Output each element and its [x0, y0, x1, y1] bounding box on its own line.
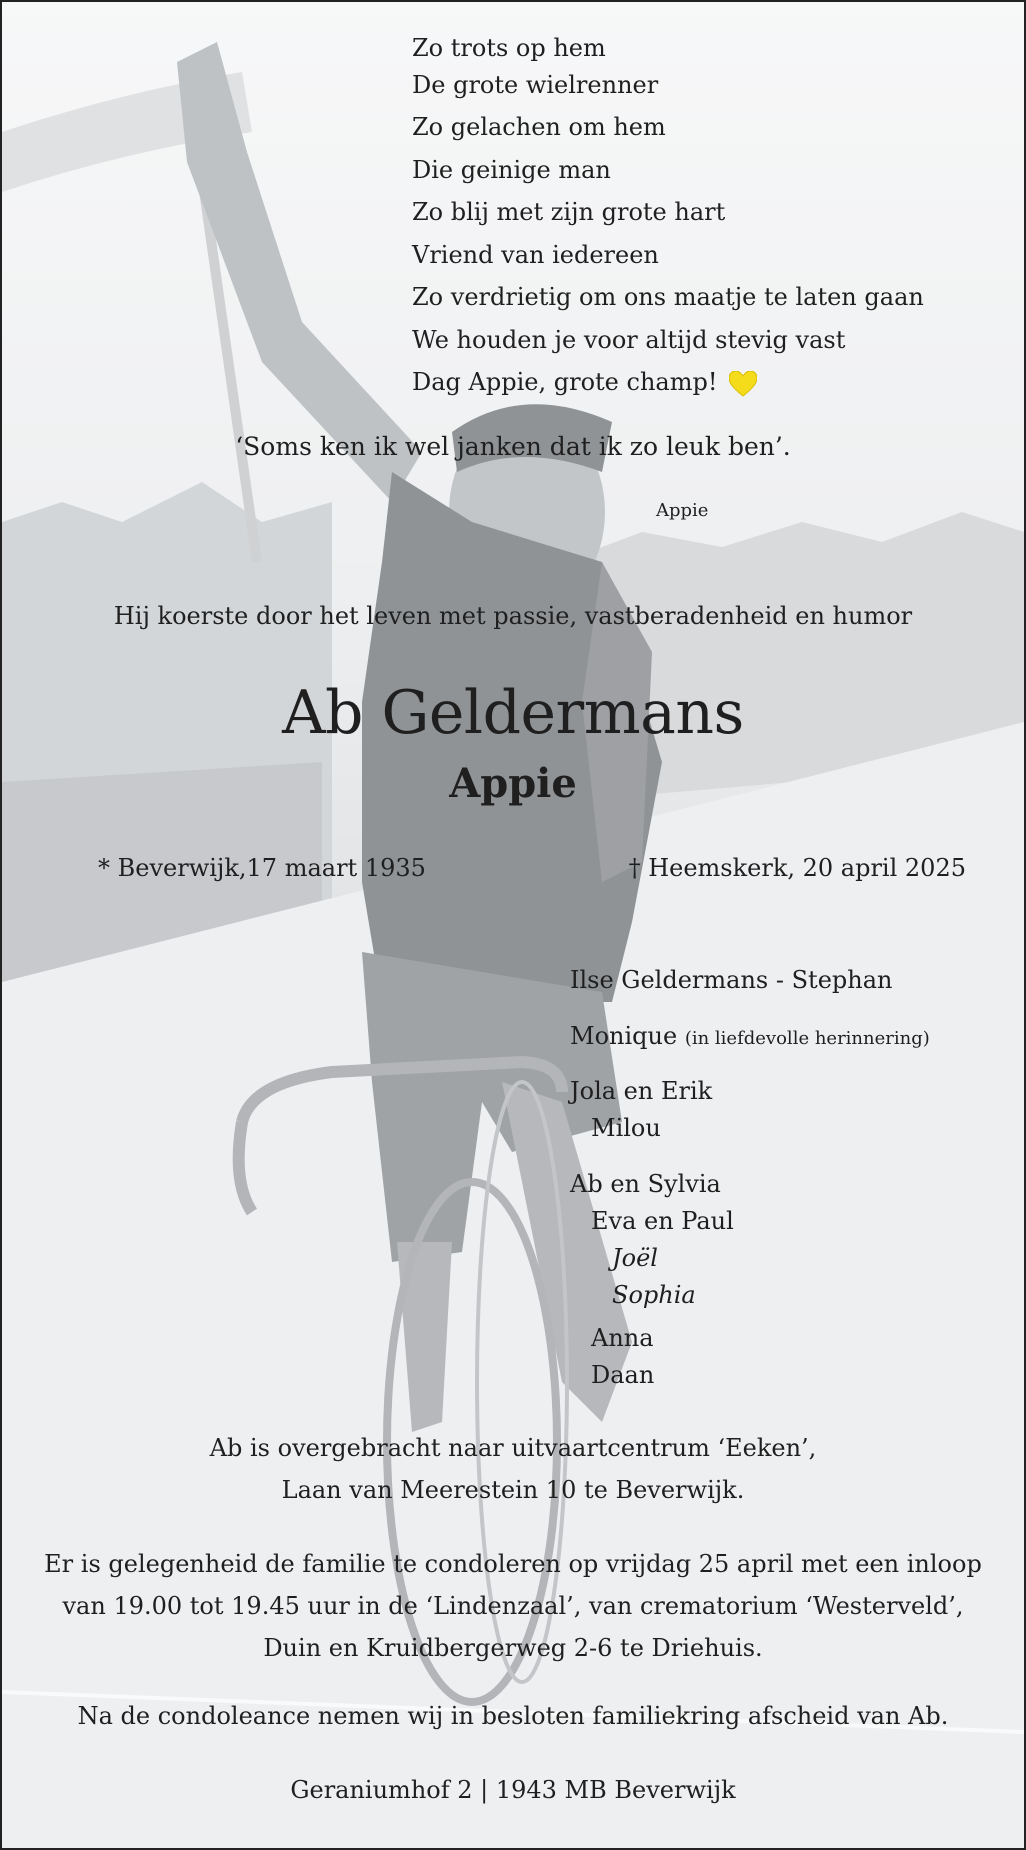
condolence-line: Duin en Kruidbergerweg 2-6 te Driehuis. — [263, 1634, 763, 1662]
deceased-name: Ab Geldermans — [282, 678, 744, 748]
nickname: Appie — [449, 760, 577, 807]
poem-line: Dag Appie, grote champ! — [412, 368, 718, 396]
family-member: Daan — [591, 1361, 655, 1389]
family-member-memorial — [570, 1022, 930, 1050]
family-member: Ab en Sylvia — [570, 1170, 721, 1198]
family-member: Milou — [591, 1114, 661, 1142]
transfer-line: Laan van Meerestein 10 te Beverwijk. — [281, 1476, 745, 1504]
yellow-heart-icon — [729, 371, 757, 397]
poem-line: Die geinige man — [412, 156, 611, 184]
poem-line-last — [412, 368, 757, 397]
poem-line: Vriend van iedereen — [412, 241, 659, 269]
quote: ‘Soms ken ik wel janken dat ik zo leuk ben’. — [235, 432, 791, 461]
family-member: Monique — [570, 1022, 678, 1050]
family-member: Jola en Erik — [570, 1077, 713, 1105]
family-member-note: (in liefdevolle herinnering) — [684, 1028, 930, 1049]
family-member: Eva en Paul — [591, 1207, 734, 1235]
poem-line: Zo verdrietig om ons maatje te laten gaan — [412, 283, 924, 311]
family-address: Geraniumhof 2 | 1943 MB Beverwijk — [290, 1776, 736, 1804]
family-member: Joël — [612, 1244, 658, 1272]
condolence-line: Er is gelegenheid de familie te condoleren op vrijdag 25 april met een inloop — [44, 1550, 982, 1578]
condolence-line: van 19.00 tot 19.45 uur in de ‘Lindenzaal’, van crematorium ‘Westerveld’, — [62, 1592, 964, 1620]
birth-info: * Beverwijk,17 maart 1935 — [98, 854, 426, 882]
tagline: Hij koerste door het leven met passie, vastberadenheid en humor — [113, 602, 913, 630]
poem-line: De grote wielrenner — [412, 71, 659, 99]
poem-line: We houden je voor altijd stevig vast — [412, 326, 846, 354]
poem-line: Zo trots op hem — [412, 34, 606, 62]
poem-line: Zo gelachen om hem — [412, 113, 666, 141]
transfer-line: Ab is overgebracht naar uitvaartcentrum ‘Eeken’, — [209, 1434, 817, 1462]
death-info: † Heemskerk, 20 april 2025 — [628, 854, 966, 882]
family-member: Ilse Geldermans - Stephan — [570, 966, 893, 994]
quote-author: Appie — [656, 500, 709, 521]
farewell-text: Na de condoleance nemen wij in besloten familiekring afscheid van Ab. — [77, 1702, 949, 1730]
family-member: Anna — [591, 1324, 654, 1352]
poem-line: Zo blij met zijn grote hart — [412, 198, 726, 226]
family-member: Sophia — [612, 1281, 696, 1309]
